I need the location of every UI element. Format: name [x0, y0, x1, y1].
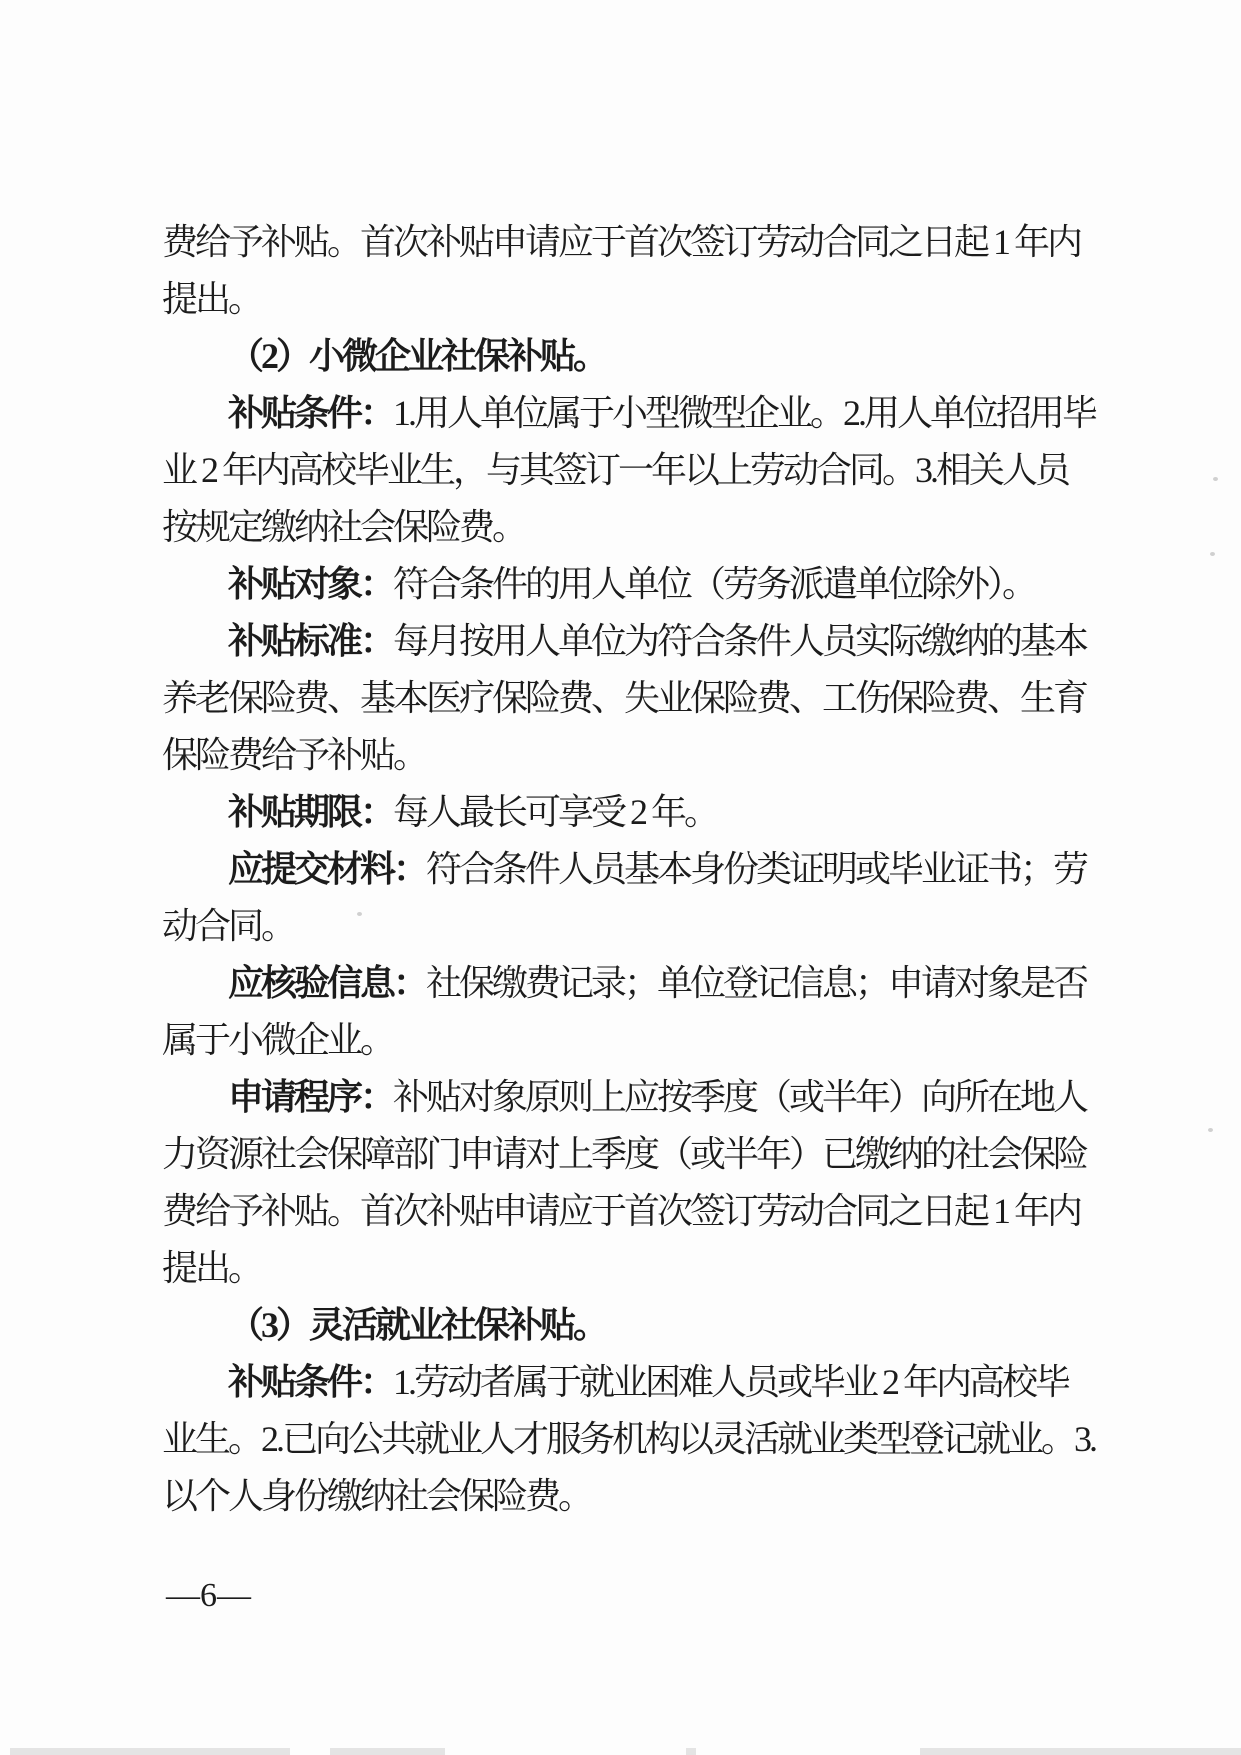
- text-run: 以个人身份缴纳社会保险费。: [162, 1476, 592, 1516]
- text-run: 每人最长可享受 2 年。: [393, 792, 718, 832]
- text-line: [162, 727, 1102, 784]
- document-body: [162, 214, 1102, 1525]
- text-line: [162, 1126, 1102, 1183]
- text-run: 符合条件人员基本身份类证明或毕业证书；劳: [426, 849, 1087, 889]
- text-line: [162, 955, 1102, 1012]
- text-run: 养老保险费、基本医疗保险费、失业保险费、工伤保险费、生育: [162, 678, 1087, 718]
- text-run: 补贴对象原则上应按季度（或半年）向所在地人: [393, 1077, 1087, 1117]
- text-run: 1.用人单位属于小型微型企业。2.用人单位招用毕: [393, 393, 1096, 433]
- text-line: [162, 556, 1102, 613]
- bold-label: 补贴条件：: [228, 393, 394, 433]
- text-line: [162, 1240, 1102, 1297]
- scan-speck: [1210, 552, 1215, 556]
- text-run: 按规定缴纳社会保险费。: [162, 507, 526, 547]
- text-line: [162, 613, 1102, 670]
- text-line: [162, 898, 1102, 955]
- scan-edge-artifact: [10, 1748, 290, 1755]
- text-run: 每月按用人单位为符合条件人员实际缴纳的基本: [393, 621, 1087, 661]
- text-line: [162, 1069, 1102, 1126]
- text-run: 费给予补贴。首次补贴申请应于首次签订劳动合同之日起 1 年内: [162, 1191, 1081, 1231]
- scan-speck: [357, 912, 362, 916]
- text-line: [162, 1411, 1102, 1468]
- bold-label: 应提交材料：: [228, 849, 427, 889]
- text-run: 提出。: [162, 1248, 262, 1288]
- text-run: 业 2 年内高校毕业生，与其签订一年以上劳动合同。3.相关人员: [162, 450, 1069, 490]
- text-line: [162, 1012, 1102, 1069]
- bold-label: 补贴期限：: [228, 792, 394, 832]
- text-line: [162, 1468, 1102, 1525]
- scan-edge-artifact: [686, 1748, 696, 1755]
- bold-label: 申请程序：: [228, 1077, 394, 1117]
- text-run: 1.劳动者属于就业困难人员或毕业 2 年内高校毕: [393, 1362, 1069, 1402]
- text-run: 费给予补贴。首次补贴申请应于首次签订劳动合同之日起 1 年内: [162, 222, 1081, 262]
- scan-edge-artifact: [330, 1748, 445, 1755]
- text-line: [162, 1354, 1102, 1411]
- scan-speck: [1208, 1128, 1213, 1132]
- text-line: [162, 1183, 1102, 1240]
- bold-label: 补贴条件：: [228, 1362, 394, 1402]
- text-run: 提出。: [162, 279, 262, 319]
- text-run: 属于小微企业。: [162, 1020, 394, 1060]
- bold-label: 补贴对象：: [228, 564, 394, 604]
- text-run: 动合同。: [162, 906, 295, 946]
- section-heading: [162, 328, 1102, 385]
- page-number: —6—: [166, 1577, 251, 1614]
- text-run: 社保缴费记录；单位登记信息；申请对象是否: [426, 963, 1087, 1003]
- text-run: 业生。2.已向公共就业人才服务机构以灵活就业类型登记就业。3.: [162, 1419, 1096, 1459]
- bold-label: 应核验信息：: [228, 963, 427, 1003]
- scan-speck: [1213, 477, 1218, 481]
- text-run: 力资源社会保障部门申请对上季度（或半年）已缴纳的社会保险: [162, 1134, 1087, 1174]
- text-line: [162, 385, 1102, 442]
- bold-label: （3）灵活就业社保补贴。: [228, 1305, 607, 1345]
- text-run: 符合条件的用人单位（劳务派遣单位除外）。: [393, 564, 1036, 604]
- text-line: [162, 499, 1102, 556]
- bold-label: 补贴标准：: [228, 621, 394, 661]
- section-heading: [162, 1297, 1102, 1354]
- text-line: [162, 271, 1102, 328]
- text-run: 保险费给予补贴。: [162, 735, 427, 775]
- bold-label: （2）小微企业社保补贴。: [228, 336, 607, 376]
- text-line: [162, 670, 1102, 727]
- text-line: [162, 214, 1102, 271]
- scan-edge-artifact: [920, 1748, 1241, 1755]
- text-line: [162, 442, 1102, 499]
- text-line: [162, 841, 1102, 898]
- text-line: [162, 784, 1102, 841]
